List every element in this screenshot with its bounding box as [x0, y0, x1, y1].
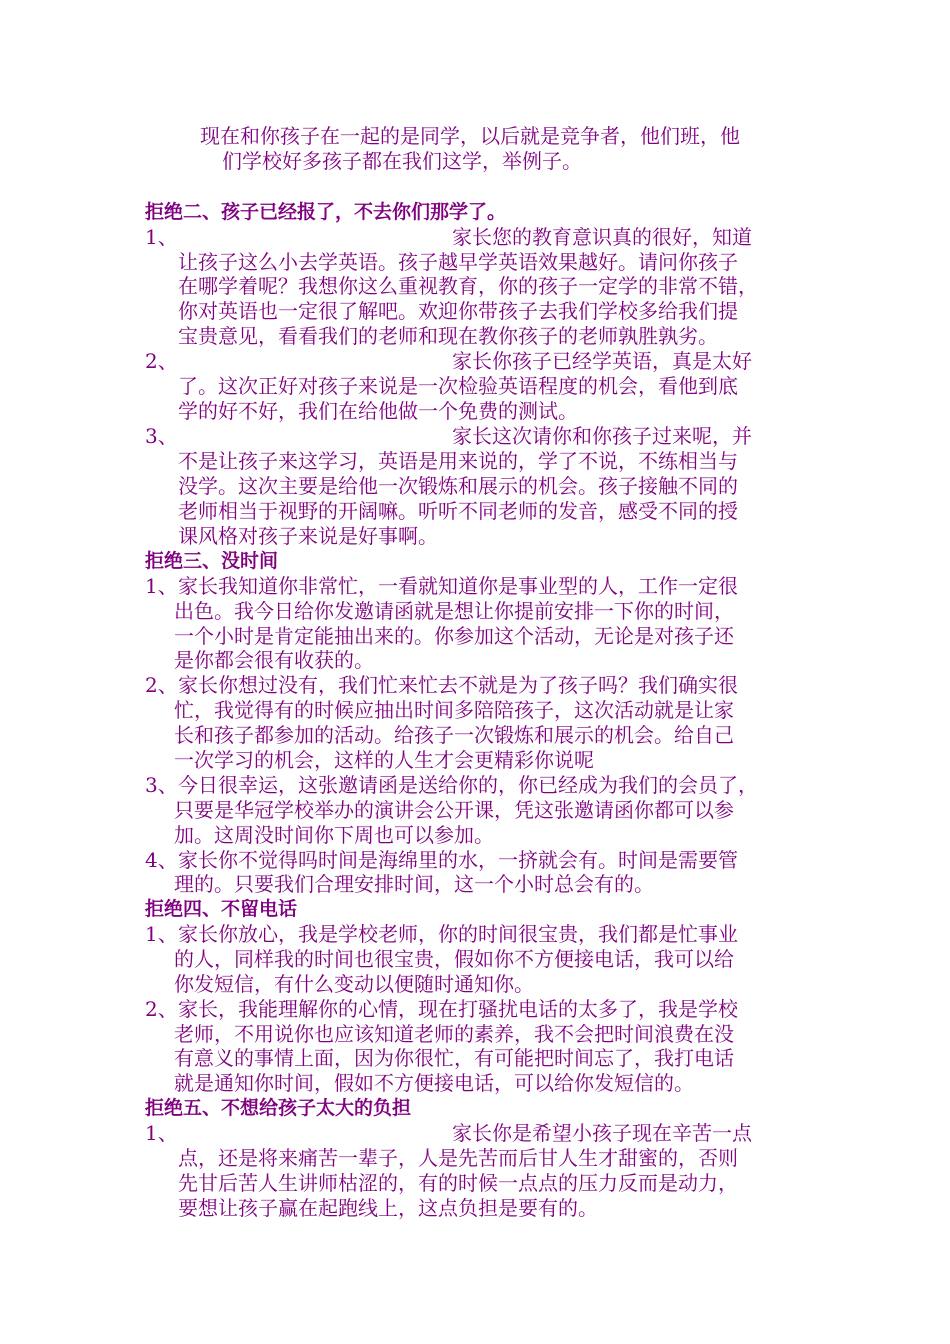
item-line: 一次学习的机会，这样的人生才会更精彩你说呢: [174, 748, 594, 772]
item-number: 3、: [145, 424, 178, 448]
item-line: 不是让孩子来这学习，英语是用来说的，学了不说，不练相当与: [178, 449, 738, 473]
item-line: 让孩子这么小去学英语。孩子越早学英语效果越好。请问你孩子: [178, 250, 738, 274]
item-line: 家长您的教育意识真的很好，知道: [452, 225, 752, 249]
intro-line-2: 们学校好多孩子都在我们这学，举例子。: [222, 149, 582, 173]
item-line: 家长你放心，我是学校老师，你的时间很宝贵，我们都是忙事业: [178, 922, 738, 946]
item-line: 出色。我今日给你发邀请函就是想让你提前安排一下你的时间，: [174, 599, 734, 623]
item-line: 在哪学着呢？我想你这么重视教育，你的孩子一定学的非常不错，: [178, 274, 758, 298]
item-line: 宝贵意见，看看我们的老师和现在教你孩子的老师孰胜孰劣。: [178, 324, 718, 348]
item-line: 的人，同样我的时间也很宝贵，假如你不方便接电话，我可以给: [174, 947, 734, 971]
item-line: 老师相当于视野的开阔嘛。听听不同老师的发音，感受不同的授: [178, 499, 738, 523]
item-line: 是你都会很有收获的。: [174, 648, 374, 672]
item-line: 长和孩子都参加的活动。给孩子一次锻炼和展示的机会。给自己: [174, 723, 734, 747]
item-line: 今日很幸运，这张邀请函是送给你的，你已经成为我们的会员了，: [178, 773, 758, 797]
item-line: 忙，我觉得有的时候应抽出时间多陪陪孩子，这次活动就是让家: [174, 698, 734, 722]
item-line: 了。这次正好对孩子来说是一次检验英语程度的机会，看他到底: [178, 374, 738, 398]
item-number: 1、: [145, 922, 178, 946]
item-line: 家长你想过没有，我们忙来忙去不就是为了孩子吗？我们确实很: [178, 673, 738, 697]
item-line: 课风格对孩子来说是好事啊。: [178, 524, 438, 548]
item-line: 老师，不用说你也应该知道老师的素养，我不会把时间浪费在没: [174, 1022, 734, 1046]
item-line: 家长，我能理解你的心情，现在打骚扰电话的太多了，我是学校: [178, 997, 738, 1021]
item-line: 家长我知道你非常忙，一看就知道你是事业型的人，工作一定很: [178, 574, 738, 598]
item-line: 只要是华冠学校举办的演讲会公开课，凭这张邀请函你都可以参: [174, 798, 734, 822]
item-line: 家长这次请你和你孩子过来呢，并: [452, 424, 752, 448]
item-number: 1、: [145, 225, 178, 249]
section-heading-2: 拒绝二、孩子已经报了，不去你们那学了。: [145, 201, 507, 223]
item-line: 一个小时是肯定能抽出来的。你参加这个活动，无论是对孩子还: [174, 624, 734, 648]
item-line: 点，还是将来痛苦一辈子，人是先苦而后甘人生才甜蜜的，否则: [178, 1146, 738, 1170]
item-number: 4、: [145, 848, 178, 872]
item-line: 你对英语也一定很了解吧。欢迎你带孩子去我们学校多给我们提: [178, 299, 738, 323]
item-number: 1、: [145, 574, 178, 598]
item-number: 1、: [145, 1121, 178, 1145]
item-number: 3、: [145, 773, 178, 797]
item-line: 要想让孩子赢在起跑线上，这点负担是要有的。: [178, 1196, 598, 1220]
item-line: 家长你是希望小孩子现在辛苦一点: [452, 1121, 752, 1145]
item-number: 2、: [145, 349, 178, 373]
item-line: 加。这周没时间你下周也可以参加。: [174, 823, 494, 847]
item-line: 你发短信，有什么变动以便随时通知你。: [174, 972, 534, 996]
item-line: 有意义的事情上面，因为你很忙，有可能把时间忘了，我打电话: [174, 1046, 734, 1070]
item-line: 理的。只要我们合理安排时间，这一个小时总会有的。: [174, 872, 654, 896]
item-line: 就是通知你时间，假如不方便接电话，可以给你发短信的。: [174, 1071, 694, 1095]
section-heading-5: 拒绝五、不想给孩子太大的负担: [145, 1097, 412, 1119]
section-heading-4: 拒绝四、不留电话: [145, 898, 298, 920]
item-line: 家长你孩子已经学英语，真是太好: [452, 349, 752, 373]
item-line: 先甘后苦人生讲师枯涩的，有的时候一点点的压力反而是动力，: [178, 1171, 738, 1195]
item-line: 没学。这次主要是给他一次锻炼和展示的机会。孩子接触不同的: [178, 474, 738, 498]
intro-line-1: 现在和你孩子在一起的是同学，以后就是竞争者，他们班，他: [200, 124, 740, 148]
item-number: 2、: [145, 673, 178, 697]
item-number: 2、: [145, 997, 178, 1021]
item-line: 家长你不觉得吗时间是海绵里的水，一挤就会有。时间是需要管: [178, 848, 738, 872]
section-heading-3: 拒绝三、没时间: [145, 550, 279, 572]
item-line: 学的好不好，我们在给他做一个免费的测试。: [178, 399, 578, 423]
